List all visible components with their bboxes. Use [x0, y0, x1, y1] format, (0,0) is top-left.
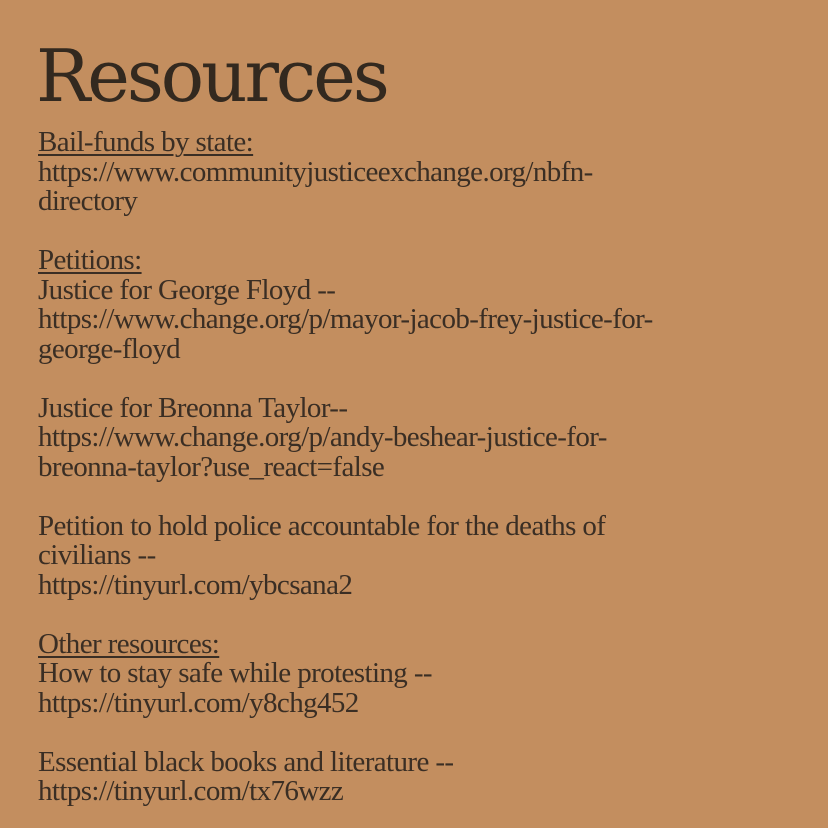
resource-link[interactable]: https://tinyurl.com/y8chg452	[38, 686, 359, 719]
petition-police-accountability	[38, 509, 808, 601]
petitions-section	[38, 246, 808, 600]
petition-link-line-1[interactable]: https://www.change.org/p/andy-beshear-justice-for-	[38, 421, 607, 453]
petition-link-line-2[interactable]: breonna-taylor?use_react=false	[38, 450, 385, 483]
bail-funds-link-line-2[interactable]: directory	[38, 185, 138, 217]
petition-title: Justice for Breonna Taylor--	[38, 391, 348, 424]
resource-link[interactable]: https://tinyurl.com/tx76wzz	[38, 775, 344, 807]
bail-funds-link-line-1[interactable]: https://www.communityjusticeexchange.org/nbfn-	[38, 155, 593, 188]
spacer	[38, 600, 808, 630]
bail-funds-heading: Bail-funds by state:	[38, 126, 254, 158]
spacer	[38, 217, 808, 247]
resource-title: Essential black books and literature --	[38, 745, 454, 778]
spacer	[38, 718, 808, 748]
other-resources-section	[38, 627, 808, 807]
resource-protest-safety	[38, 659, 808, 718]
petition-title-line-1: Petition to hold police accountable for the deaths of	[38, 509, 606, 542]
spacer	[38, 482, 808, 512]
petition-link-line-2[interactable]: george-floyd	[38, 332, 181, 365]
bail-funds-section	[38, 128, 808, 217]
petitions-heading: Petitions:	[38, 244, 142, 276]
petition-breonna-taylor	[38, 391, 808, 483]
petition-title: Justice for George Floyd --	[38, 273, 336, 306]
petition-title-line-2: civilians --	[38, 539, 156, 571]
page-title: Resources	[36, 34, 387, 118]
resource-title: How to stay safe while protesting --	[38, 657, 432, 689]
petition-george-floyd	[38, 273, 808, 365]
resource-black-books	[38, 745, 808, 807]
spacer	[38, 364, 808, 394]
petition-link[interactable]: https://tinyurl.com/ybcsana2	[38, 568, 353, 601]
other-resources-heading: Other resources:	[38, 627, 220, 660]
petition-link-line-1[interactable]: https://www.change.org/p/mayor-jacob-frey-justice-for-	[38, 303, 653, 335]
resources-content	[38, 128, 808, 807]
